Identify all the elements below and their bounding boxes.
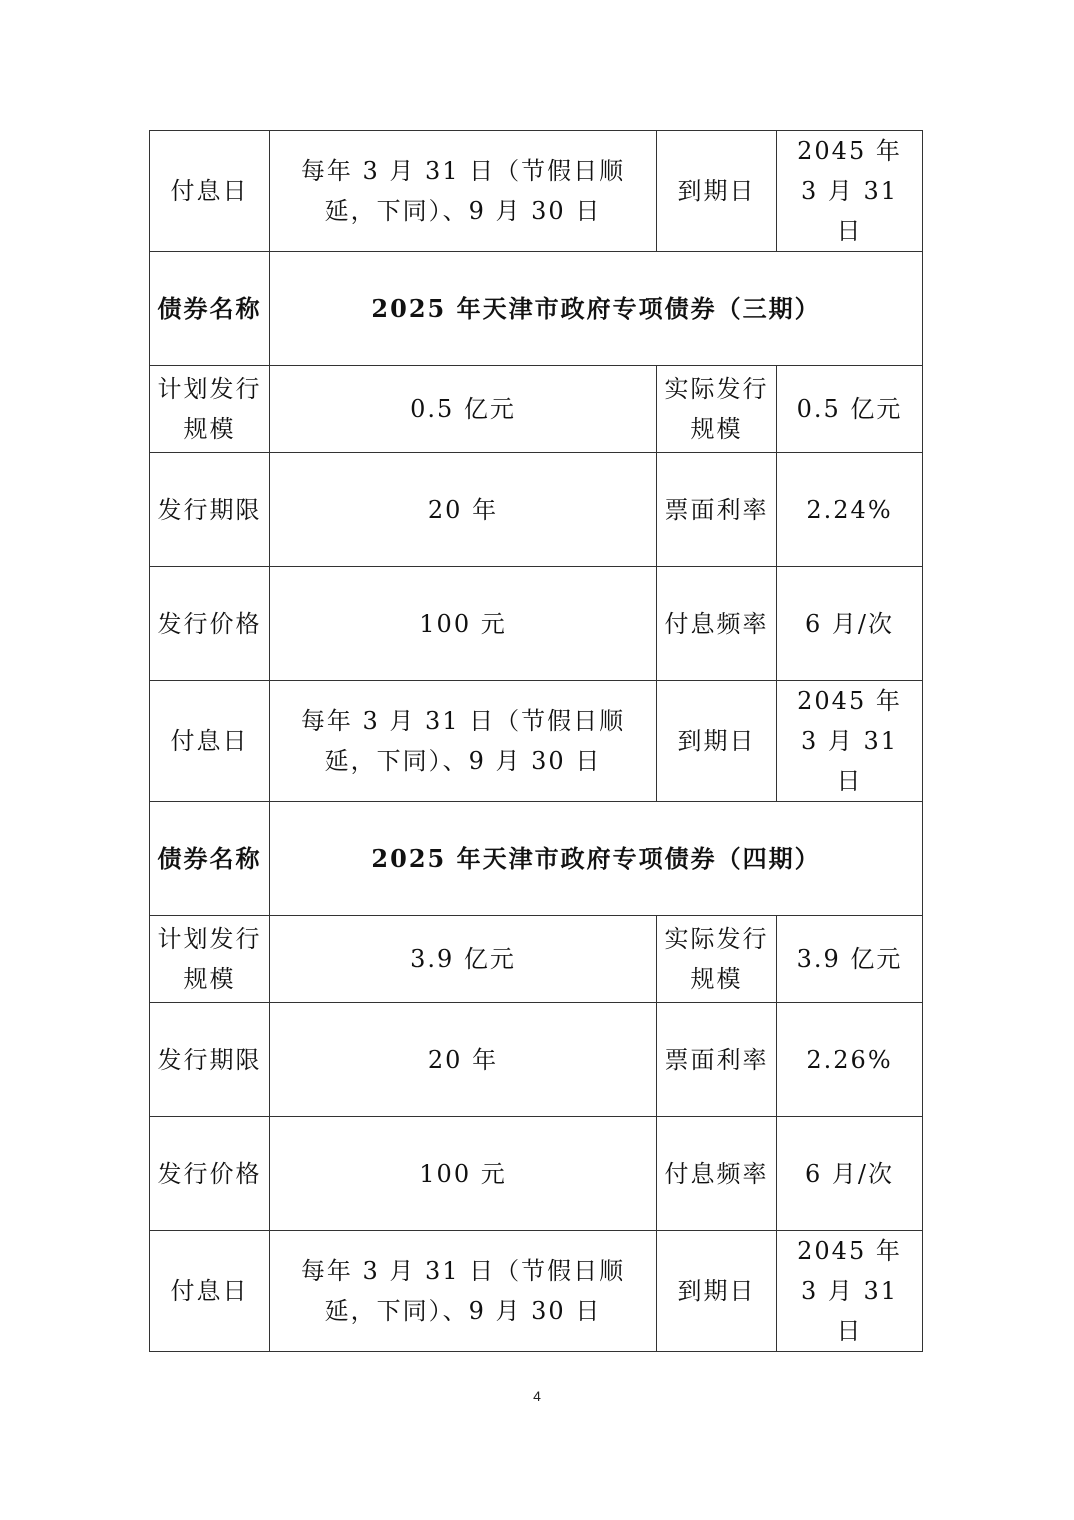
value-interest-date xyxy=(270,1231,657,1352)
value-interest-date xyxy=(270,131,657,252)
value-planned-size: 0.5 亿元 xyxy=(270,366,657,453)
value-interest-date-text: 每年 3 月 31 日（节假日顺延，下同）、9 月 30 日 xyxy=(300,1257,626,1325)
value-coupon-rate: 2.24% xyxy=(777,453,923,567)
label-interest-date: 付息日 xyxy=(150,1231,270,1352)
table-row xyxy=(150,681,923,802)
label-bond-name: 债券名称 xyxy=(150,252,270,366)
label-issue-price: 发行价格 xyxy=(150,1117,270,1231)
value-term: 20 年 xyxy=(270,1003,657,1117)
table-row xyxy=(150,252,923,366)
label-payment-frequency: 付息频率 xyxy=(657,1117,777,1231)
label-bond-name: 债券名称 xyxy=(150,802,270,916)
table-row xyxy=(150,1231,923,1352)
value-issue-price: 100 元 xyxy=(270,567,657,681)
page-number: 4 xyxy=(533,1388,541,1404)
value-coupon-rate: 2.26% xyxy=(777,1003,923,1117)
value-term: 20 年 xyxy=(270,453,657,567)
table-row xyxy=(150,131,923,252)
label-term: 发行期限 xyxy=(150,1003,270,1117)
label-maturity-date: 到期日 xyxy=(657,1231,777,1352)
label-planned-size: 计划发行规模 xyxy=(150,916,270,1003)
table-row xyxy=(150,366,923,453)
value-interest-date-text: 每年 3 月 31 日（节假日顺延，下同）、9 月 30 日 xyxy=(300,157,626,225)
value-maturity-date xyxy=(777,1231,923,1352)
value-planned-size: 3.9 亿元 xyxy=(270,916,657,1003)
table-row xyxy=(150,453,923,567)
table-row xyxy=(150,567,923,681)
value-payment-frequency: 6 月/次 xyxy=(777,1117,923,1231)
label-payment-frequency: 付息频率 xyxy=(657,567,777,681)
value-maturity-date-text: 2045 年 3 月 31 日 xyxy=(797,137,902,245)
value-maturity-date xyxy=(777,681,923,802)
label-interest-date: 付息日 xyxy=(150,681,270,802)
value-maturity-date xyxy=(777,131,923,252)
value-interest-date-text: 每年 3 月 31 日（节假日顺延，下同）、9 月 30 日 xyxy=(300,707,626,775)
bond-info-table xyxy=(149,130,923,1352)
table-row xyxy=(150,1003,923,1117)
label-maturity-date: 到期日 xyxy=(657,681,777,802)
table-row xyxy=(150,916,923,1003)
value-maturity-date-text: 2045 年 3 月 31 日 xyxy=(797,1237,902,1345)
label-maturity-date: 到期日 xyxy=(657,131,777,252)
label-coupon-rate: 票面利率 xyxy=(657,453,777,567)
label-interest-date: 付息日 xyxy=(150,131,270,252)
value-payment-frequency: 6 月/次 xyxy=(777,567,923,681)
value-issue-price: 100 元 xyxy=(270,1117,657,1231)
label-issue-price: 发行价格 xyxy=(150,567,270,681)
value-bond-name: 2025 年天津市政府专项债券（四期） xyxy=(270,802,923,916)
table-row xyxy=(150,1117,923,1231)
label-actual-size: 实际发行规模 xyxy=(657,916,777,1003)
table-row xyxy=(150,802,923,916)
value-interest-date xyxy=(270,681,657,802)
value-bond-name: 2025 年天津市政府专项债券（三期） xyxy=(270,252,923,366)
value-actual-size: 0.5 亿元 xyxy=(777,366,923,453)
value-maturity-date-text: 2045 年 3 月 31 日 xyxy=(797,687,902,795)
label-planned-size: 计划发行规模 xyxy=(150,366,270,453)
label-coupon-rate: 票面利率 xyxy=(657,1003,777,1117)
label-term: 发行期限 xyxy=(150,453,270,567)
value-actual-size: 3.9 亿元 xyxy=(777,916,923,1003)
label-actual-size: 实际发行规模 xyxy=(657,366,777,453)
